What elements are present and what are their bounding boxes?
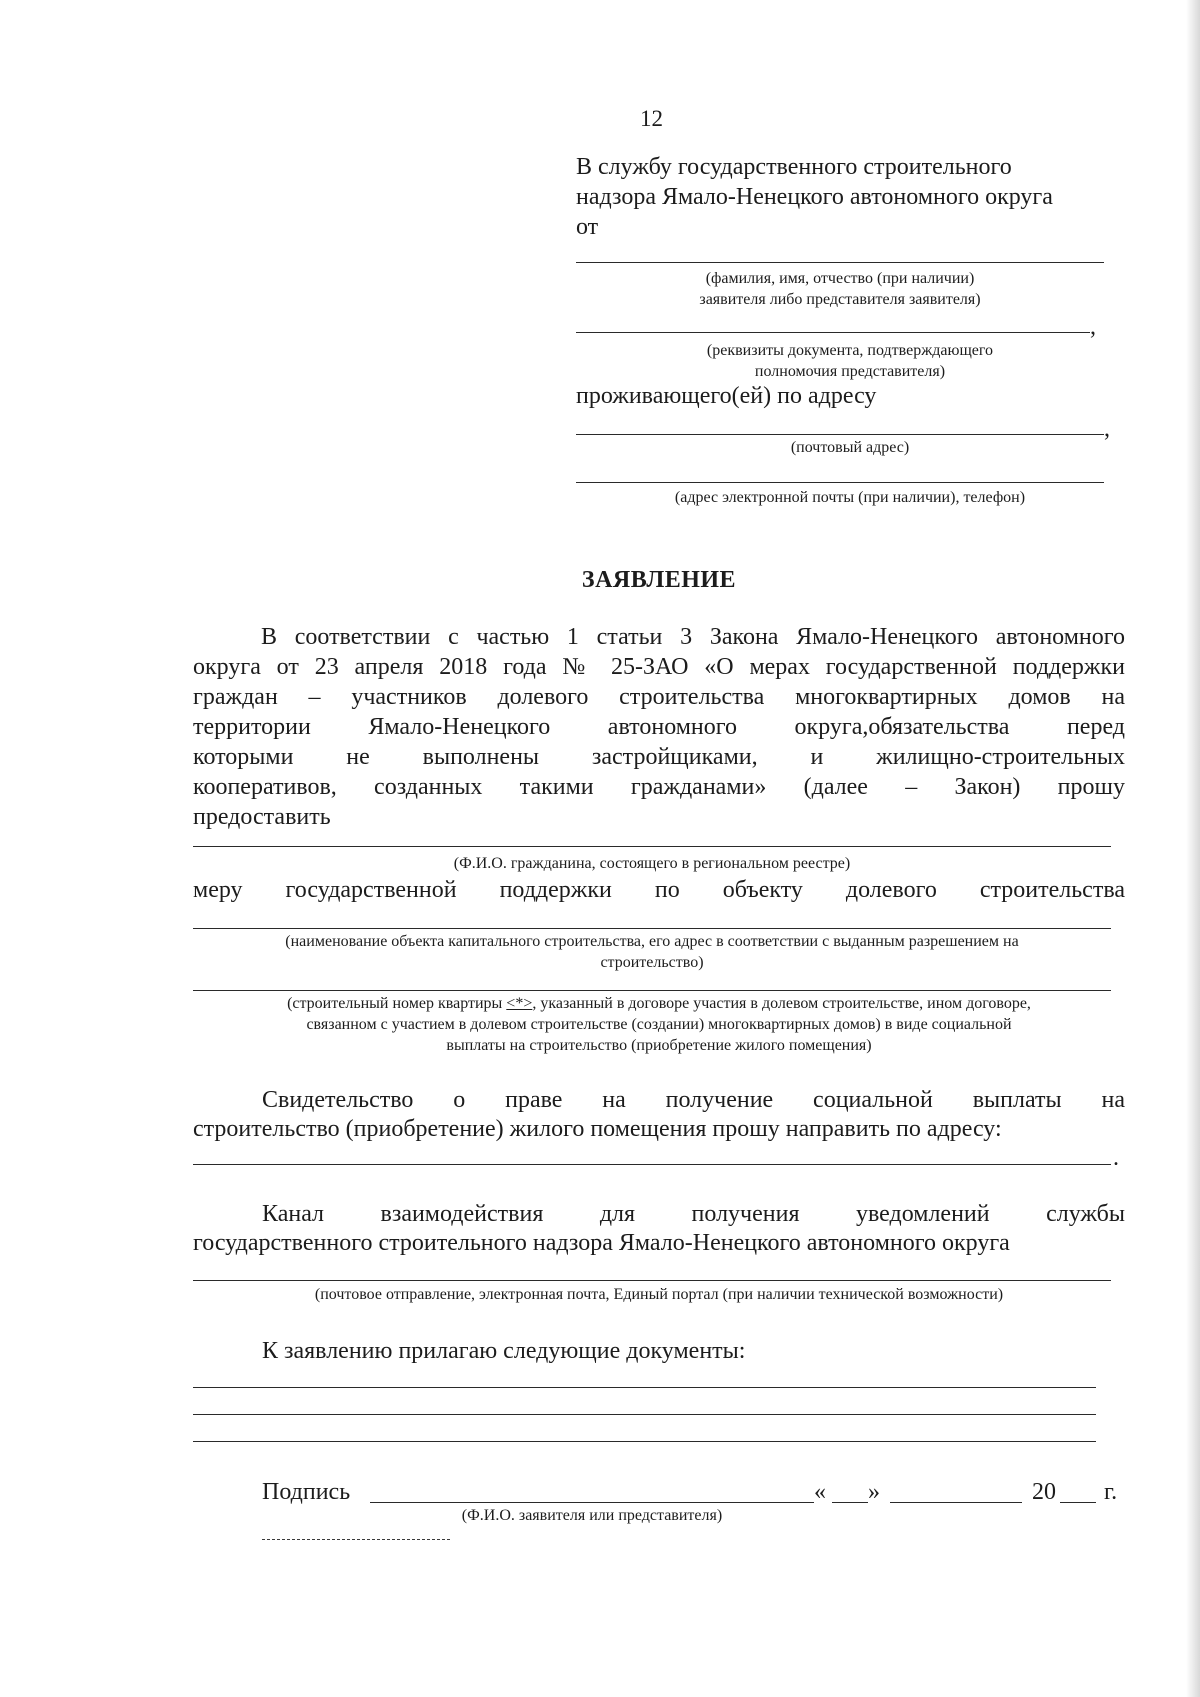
addressee-from: от [576, 214, 599, 240]
comma-2: , [1104, 416, 1110, 442]
citizen-fio-field[interactable] [193, 846, 1111, 847]
addressee-line-1: В службу государственного строительного [576, 154, 1012, 180]
contact-field[interactable] [576, 482, 1104, 483]
caption-apt-3: выплаты на строительство (приобретение жилого помещения) [446, 1037, 872, 1054]
residing-label: проживающего(ей) по адресу [576, 383, 877, 409]
year-prefix: 20 [1032, 1479, 1056, 1505]
caption-contact: (адрес электронной почты (при наличии), телефон) [674, 489, 1026, 506]
caption-apt-1a: (строительный номер квартиры [287, 995, 507, 1012]
caption-apt-1b: , указанный в договоре участия в долевом строительстве, ином договоре, [532, 995, 1031, 1012]
attachment-line-1[interactable] [193, 1387, 1096, 1388]
year-field[interactable] [1060, 1502, 1096, 1503]
caption-object-1: (наименование объекта капитального строительства, его адрес в соответствии с выданным разрешением на [285, 933, 1019, 950]
caption-postal: (почтовый адрес) [790, 439, 910, 456]
applicant-name-field[interactable] [576, 262, 1104, 263]
comma-1: , [1090, 314, 1096, 340]
p2-line-2: строительство (приобретение) жилого помещения прошу направить по адресу: [193, 1116, 1002, 1142]
p1-line-4: территории Ямало-Ненецкого автономного округа,обязательства перед [193, 714, 1125, 740]
measure-line: меру государственной поддержки по объекту долевого строительства [193, 877, 1125, 903]
document-title: ЗАЯВЛЕНИЕ [581, 567, 737, 593]
paragraph-1 [193, 622, 1125, 832]
certificate-address-field[interactable] [193, 1164, 1111, 1165]
signature-field[interactable] [370, 1502, 814, 1503]
p1-line-1: В соответствии с частью 1 статьи 3 Закона Ямало-Ненецкого автономного [261, 624, 1125, 650]
p1-line-6: кооперативов, созданных такими гражданами» (далее – Закон) прошу [193, 774, 1125, 800]
p2-period: . [1113, 1145, 1119, 1171]
p1-line-2: округа от 23 апреля 2018 года № 25-ЗАО «О мерах государственной поддержки [193, 654, 1125, 680]
caption-fio: (Ф.И.О. гражданина, состоящего в региональном реестре) [453, 855, 851, 872]
notification-channel-field[interactable] [193, 1280, 1111, 1281]
attachment-line-3[interactable] [193, 1441, 1096, 1442]
caption-name-2: заявителя либо представителя заявителя) [699, 291, 981, 308]
quote-close: » [868, 1479, 880, 1505]
caption-object-2: строительство) [600, 954, 704, 971]
caption-channel: (почтовое отправление, электронная почта, Единый портал (при наличии технической возможности) [314, 1286, 1004, 1303]
caption-signature: (Ф.И.О. заявителя или представителя) [461, 1507, 723, 1524]
p1-line-5: которыми не выполнены застройщиками, и жилищно-строительных [193, 744, 1125, 770]
page-edge-shadow [1186, 0, 1200, 1697]
signature-label: Подпись [262, 1479, 351, 1505]
footnote-link[interactable]: <*> [506, 995, 533, 1012]
p3-line-1: Канал взаимодействия для получения уведомлений службы [262, 1201, 1125, 1227]
apartment-number-field[interactable] [193, 990, 1111, 991]
object-name-field[interactable] [193, 928, 1111, 929]
caption-doc-1: (реквизиты документа, подтверждающего [706, 342, 994, 359]
authority-document-field[interactable] [576, 332, 1090, 333]
attachment-line-2[interactable] [193, 1414, 1096, 1415]
p1-line-7: предоставить [193, 804, 331, 830]
p2-line-1: Свидетельство о праве на получение социальной выплаты на [262, 1087, 1125, 1113]
quote-open: « [814, 1479, 826, 1505]
caption-apt-2: связанном с участием в долевом строительстве (создании) многоквартирных домов) в виде социальной [306, 1016, 1012, 1033]
caption-apt-1 [193, 993, 1125, 1014]
addressee-line-2: надзора Ямало-Ненецкого автономного округа [576, 184, 1053, 210]
p1-line-3: граждан – участников долевого строительства многоквартирных домов на [193, 684, 1125, 710]
month-field[interactable] [890, 1502, 1022, 1503]
day-field[interactable] [832, 1502, 868, 1503]
footnote-separator [262, 1539, 450, 1540]
caption-name-1: (фамилия, имя, отчество (при наличии) [705, 270, 975, 287]
page-number: 12 [640, 106, 663, 131]
caption-doc-2: полномочия представителя) [754, 363, 946, 380]
attachments-label: К заявлению прилагаю следующие документы: [262, 1338, 746, 1364]
year-suffix: г. [1104, 1479, 1118, 1505]
p3-line-2: государственного строительного надзора Ямало-Ненецкого автономного округа [193, 1230, 1010, 1256]
postal-address-field[interactable] [576, 434, 1104, 435]
